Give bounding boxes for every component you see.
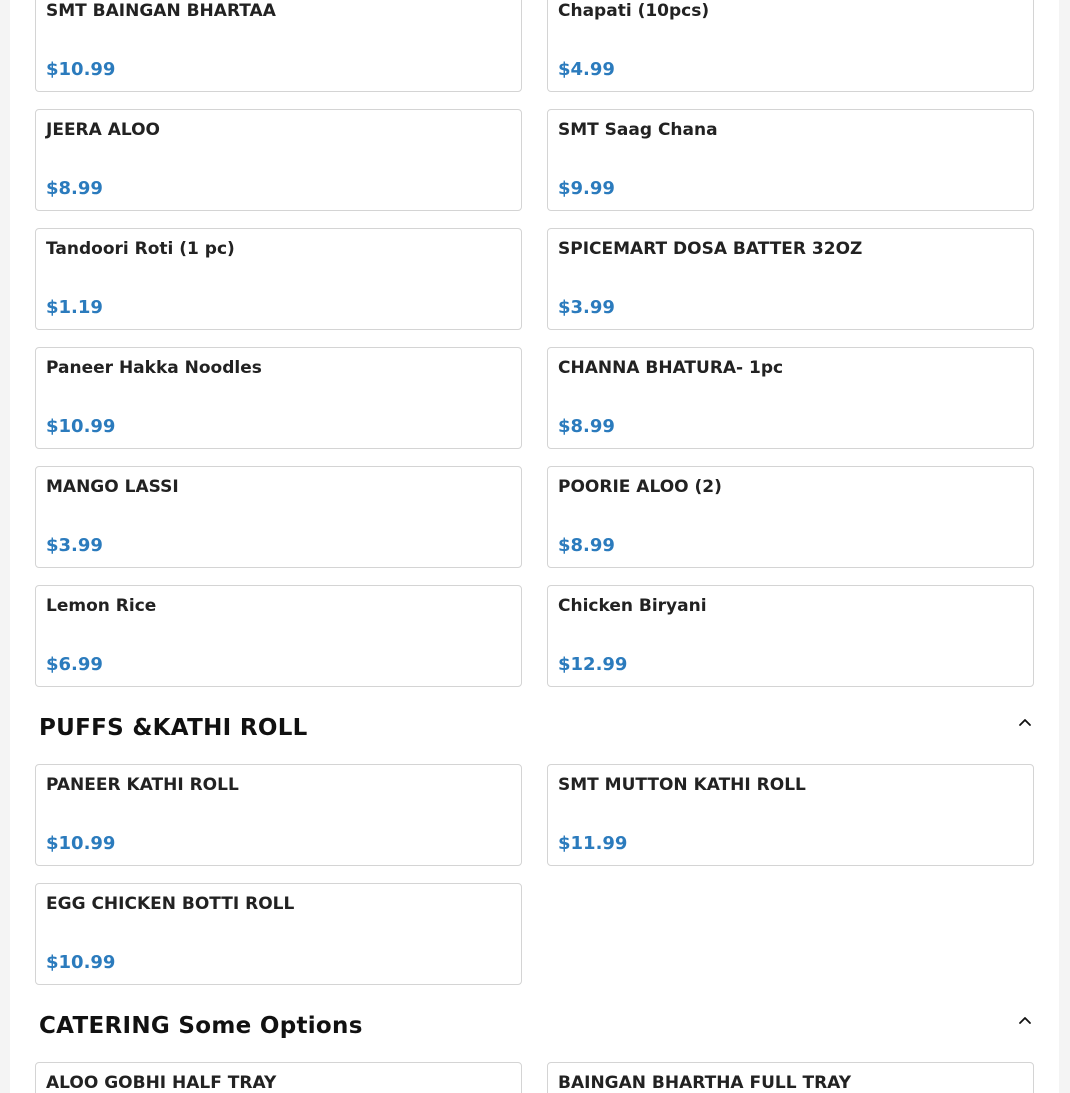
menu-items-grid [35, 0, 1034, 687]
menu-item-card[interactable] [35, 883, 522, 985]
item-name: Chicken Biryani [558, 596, 707, 616]
menu-item-card[interactable] [547, 109, 1034, 211]
item-name: ALOO GOBHI HALF TRAY [46, 1073, 277, 1093]
item-name: Chapati (10pcs) [558, 1, 710, 21]
item-name: MANGO LASSI [46, 477, 179, 497]
section-header-puffs-kathi-roll[interactable] [39, 707, 1034, 747]
item-price: $8.99 [46, 178, 103, 199]
item-price: $1.19 [46, 297, 103, 318]
item-name: CHANNA BHATURA- 1pc [558, 358, 784, 378]
menu-item-card[interactable] [35, 585, 522, 687]
item-price: $10.99 [46, 833, 116, 854]
menu-item-card[interactable] [35, 0, 522, 92]
item-price: $10.99 [46, 952, 116, 973]
menu-item-card[interactable] [547, 764, 1034, 866]
item-name: EGG CHICKEN BOTTI ROLL [46, 894, 295, 914]
chevron-up-icon[interactable] [1016, 1011, 1034, 1029]
item-price: $12.99 [558, 654, 628, 675]
item-name: SPICEMART DOSA BATTER 32OZ [558, 239, 863, 259]
item-name: POORIE ALOO (2) [558, 477, 722, 497]
menu-item-card[interactable] [547, 585, 1034, 687]
item-price: $8.99 [558, 535, 615, 556]
item-name: BAINGAN BHARTHA FULL TRAY [558, 1073, 852, 1093]
menu-item-card[interactable] [35, 764, 522, 866]
item-price: $9.99 [558, 178, 615, 199]
menu-item-card[interactable] [35, 347, 522, 449]
item-price: $3.99 [558, 297, 615, 318]
item-name: Lemon Rice [46, 596, 157, 616]
menu-item-card[interactable] [35, 228, 522, 330]
menu-item-card[interactable] [35, 109, 522, 211]
item-price: $10.99 [46, 59, 116, 80]
section-title: CATERING Some Options [39, 1013, 363, 1039]
menu-item-card[interactable] [35, 1062, 522, 1093]
item-price: $6.99 [46, 654, 103, 675]
item-price: $11.99 [558, 833, 628, 854]
item-price: $8.99 [558, 416, 615, 437]
menu-item-card[interactable] [547, 0, 1034, 92]
item-name: PANEER KATHI ROLL [46, 775, 239, 795]
menu-item-card[interactable] [547, 347, 1034, 449]
menu-item-card[interactable] [35, 466, 522, 568]
menu-item-card[interactable] [547, 228, 1034, 330]
item-price: $4.99 [558, 59, 615, 80]
item-name: JEERA ALOO [46, 120, 161, 140]
item-name: SMT Saag Chana [558, 120, 718, 140]
item-name: SMT BAINGAN BHARTAA [46, 1, 276, 21]
item-name: SMT MUTTON KATHI ROLL [558, 775, 806, 795]
item-name: Paneer Hakka Noodles [46, 358, 262, 378]
menu-item-card[interactable] [547, 1062, 1034, 1093]
section-title: PUFFS &KATHI ROLL [39, 715, 308, 741]
item-price: $10.99 [46, 416, 116, 437]
section-header-catering[interactable] [39, 1005, 1034, 1045]
menu-page [10, 0, 1059, 1093]
section-items-grid [35, 1062, 1034, 1093]
section-items-grid [35, 764, 1034, 985]
chevron-up-icon[interactable] [1016, 713, 1034, 731]
menu-item-card[interactable] [547, 466, 1034, 568]
item-name: Tandoori Roti (1 pc) [46, 239, 235, 259]
item-price: $3.99 [46, 535, 103, 556]
